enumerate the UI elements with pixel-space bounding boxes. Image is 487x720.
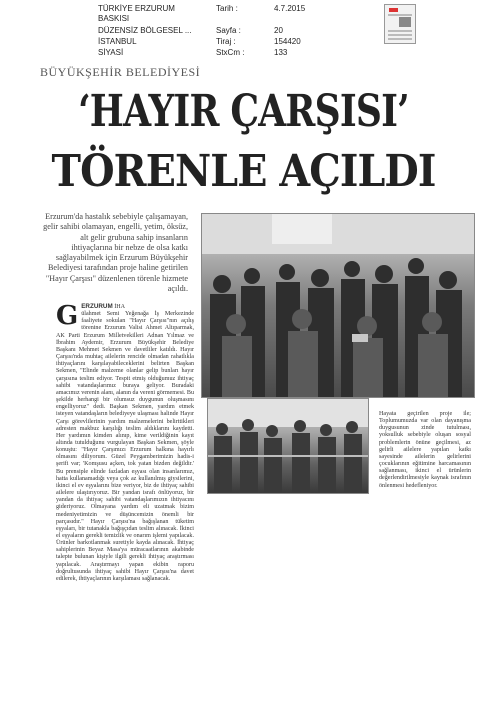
meta-source-1: TÜRKİYE ERZURUM <box>98 4 175 13</box>
article-body-text: ülahmet Semi Yeğenağa İş Merkezinde faaliyete sokulan "Hayır Çarşısı"nın açılış törenine Erzurum Valisi Ahmet Altıparmak, AK Parti Erzurum Milletvekilleri Adnan Yılmaz ve İbrahim Aydemir, Erzurum Büyükşehir Belediye Başkanı Mehmet Sekmen ve davetliler katıldı. Hayır Çarşısı'nda muhtaç ailelerin rencide olmadan rahatlıkla ihtiyaçlarını karşılayabileceklerini belirten Başkan Sekmen, "Elinde malzeme olanlar gelip bunları hayır çarşısına teslim ediyor. Tespit etmiş olduğumuz ihtiyaç sahibi vatandaşlarımız buraya geliyor. Buradaki amacımız verenin alanı, alanın da vereni görmemesi. Bu şekilde herhangi bir olumsuz duygunun oluşmasını engelliyoruz" dedi. Başkan Sekmen, yardım etmek isteyen vatandaşların belediyeye ulaşması halinde Hayır Çarşı görevlilerinin yardım malzemelerini belirttikleri adresten makbuz karşılığı teslim aldıklarını kaydetti. Her yardımın kimden alınıp, kime verildiğinin kayıt altında tutulduğunu vurgulayan Başkan Sekmen, şöyle konuştu: "Hayır Çarşımızı Erzurum halkına hayırlı olmasını diliyorum. Güzel Peygamberimizin hadis-i şerifi var; 'Komşusu açken, tok yatan bizden değildir.' Bu prensiple elinde fazladan eşyası olan insanlarımız, hatta kullanamadığı veya çok az kullanılmış giysilerini, ikinci el ev eşyalarını bize veriyor, biz de ihtiyaç sahibi ailelere ulaştırıyoruz. Bir yandan israfı önlüyoruz, bir yandan da ihtiyaç sahibi vatandaşlarımızın ihtiyacını gideriyoruz. Olmayana yardım eli uzatmak bizim medeniyetimizin ve düşüncemizin önemli bir parçasıdır." Hayır Çarşısı'na bağışlanan tüketim eşyaları, bir tutanakla bağışçıdan teslim alınacak. İkinci el eşyaların gerekli temizlik ve onarım işlemi yapılacak. Ürünler barkotlanmak suretiyle kayda alınacak. İhtiyaç sahiplerinin Beyaz Masa'ya müracaatlarının akabinde talepte bulunan kişiyle ilgili gerekli ihtiyaç araştırması yapılacak. Araştırmayı yapan ekibin raporu doğrultusunda ihtiyaç sahibi Hayır Çarşısı'na davet edilerek, ihtiyaçlarının karşılaması sağlanacak. <box>56 311 194 582</box>
officials-illustration <box>208 399 368 493</box>
meta-source-3: DÜZENSİZ BÖLGESEL ... <box>98 26 192 35</box>
meta-value-circulation: 154420 <box>274 37 301 46</box>
headline-line-2: TÖRENLE AÇILDI <box>51 146 436 197</box>
meta-label-stxcm: StxCm : <box>216 48 245 57</box>
article-spot: Erzurum'da hastalık sebebiyle çalışamayan, gelir sahibi olamayan, engelli, yetim, öksüz, alt gelir grubuna sahip insanların ihtiyaçlarına bir nebze de olsa katkı sağlayabilmek için Erzurum Büyükşehir Belediyesi tarafından proje haline getirilen "Hayır Çarşısı" düzenlenen törenle hizmete açıldı. <box>43 212 188 294</box>
article-kicker: BÜYÜKŞEHİR BELEDİYESİ <box>40 65 201 79</box>
meta-value-stxcm: 133 <box>274 48 288 57</box>
thumbnail-masthead <box>389 8 398 12</box>
thumbnail-photo <box>399 17 411 27</box>
meta-source-4: İSTANBUL <box>98 37 137 46</box>
meta-value-date: 4.7.2015 <box>274 4 306 13</box>
ceremony-crowd-photo <box>201 213 475 398</box>
photo-caption: Hayata geçirilen proje ile; Toplumumuzda var olan dayanışma duygusunun zinde tutulması, yoksulluk sebebiyle oluşan sosyal problemlerin önüne geçilmesi, az gelirli ailelere yapılan katkı sayesinde ailelerin gelirlerini çocuklarının eğitimine harcamasının sağlanması, ikinci el ürünlerin değerlendirilmesiyle kaynak israfının önlenmesi hedefleniyor. <box>379 411 471 489</box>
meta-source-2: BASKISI <box>98 14 130 23</box>
article-body <box>56 303 194 583</box>
meta-label-page: Sayfa : <box>216 26 241 35</box>
ribbon-cutting-photo <box>207 398 369 494</box>
byline-agency: İHA <box>112 304 126 310</box>
meta-source-5: SİYASİ <box>98 48 124 57</box>
meta-label-circulation: Tiraj : <box>216 37 236 46</box>
page-thumbnail[interactable] <box>384 4 416 44</box>
byline-city: ERZURUM <box>81 303 113 310</box>
crowd-illustration <box>202 214 474 397</box>
drop-cap: G <box>56 301 79 331</box>
meta-label-date: Tarih : <box>216 4 238 13</box>
meta-value-page: 20 <box>274 26 283 35</box>
headline-line-1: ‘HAYIR ÇARŞISI’ <box>78 86 409 137</box>
